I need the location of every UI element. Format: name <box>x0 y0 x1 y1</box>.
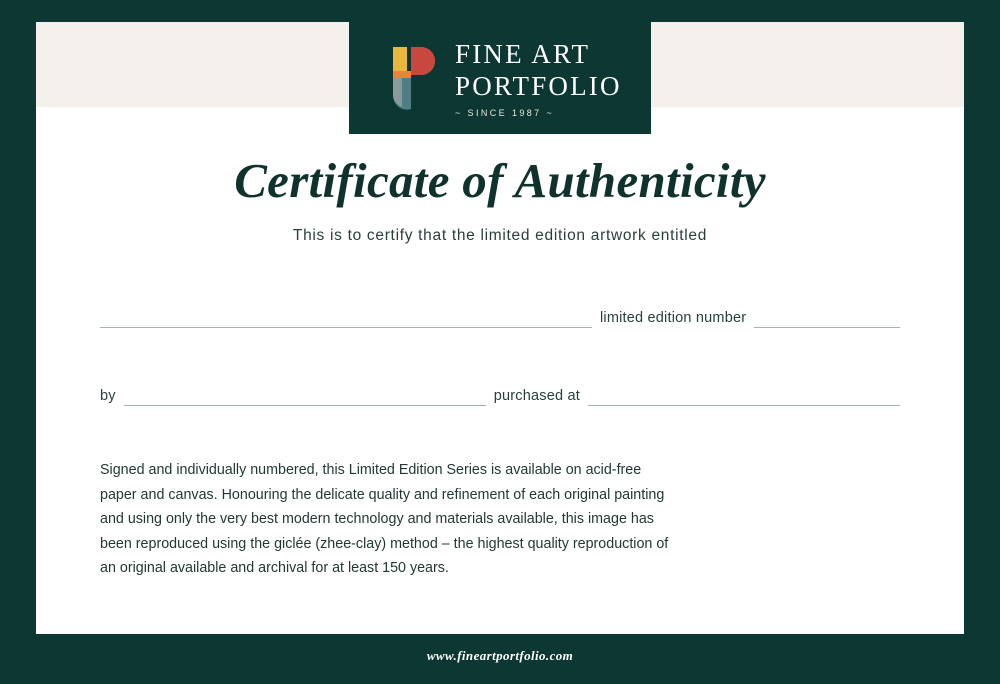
edition-field-row <box>100 310 900 328</box>
brand-logo-block <box>349 22 651 134</box>
certificate-subtitle: This is to certify that the limited edition artwork entitled <box>292 227 708 244</box>
purchased-at-label: purchased at <box>493 388 580 404</box>
purchased-at-field[interactable] <box>588 404 900 406</box>
brand-since: ~ SINCE 1987 ~ <box>455 107 555 118</box>
parrot-logo-icon <box>381 45 437 111</box>
edition-number-label: limited edition number <box>600 310 747 326</box>
by-purchased-field-row <box>100 388 900 406</box>
artwork-title-field[interactable] <box>100 326 592 328</box>
artist-name-field[interactable] <box>124 404 486 406</box>
edition-number-field[interactable] <box>754 326 900 328</box>
brand-line-2: PORTFOLIO <box>455 70 622 101</box>
certificate-body-text: Signed and individually numbered, this Limited Edition Series is available on acid-free paper and canvas. Honouring the delicate quality and refinement of each original painting and using only the very best modern technology and materials available, this image has been reproduced using the giclée (zhee-clay) method – the highest quality reproduction of an original available and archival for at least 150 years. <box>100 462 669 576</box>
page-title: Certificate of Authenticity <box>234 153 766 208</box>
by-label: by <box>100 388 116 404</box>
footer-website-url[interactable]: www.fineartportfolio.com <box>426 648 574 663</box>
brand-wordmark <box>455 39 622 118</box>
brand-line-1: FINE ART <box>455 38 591 69</box>
